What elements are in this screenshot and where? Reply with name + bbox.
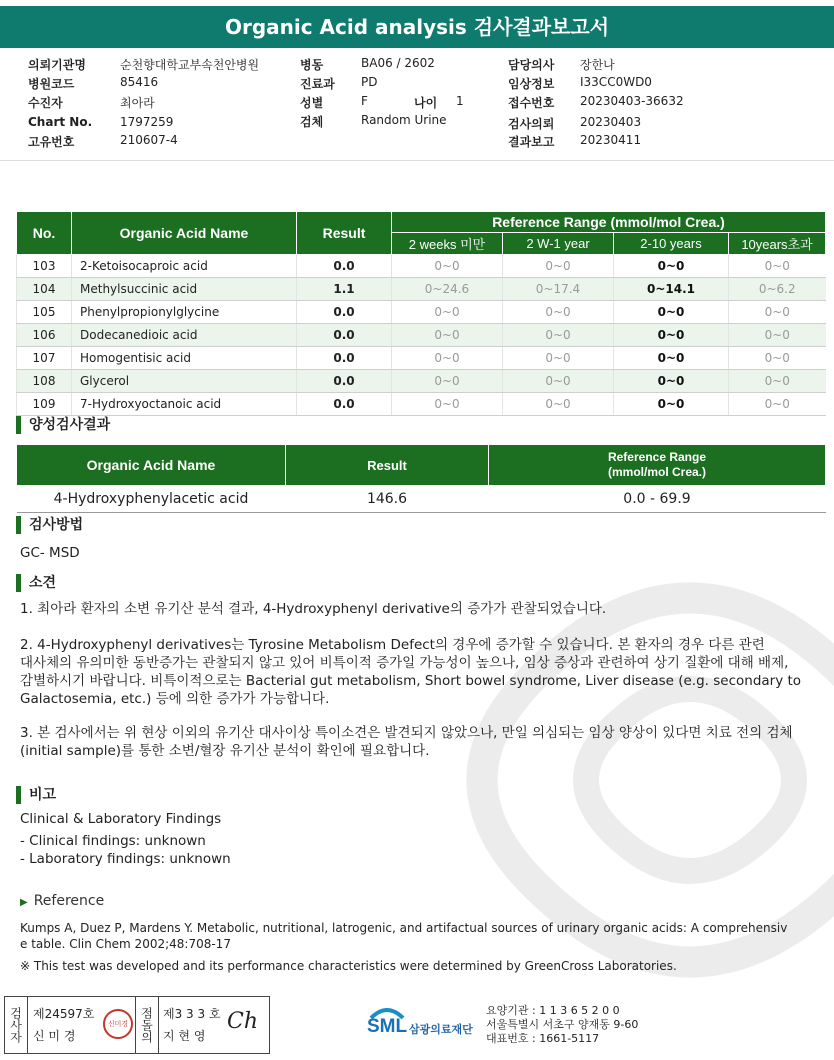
- cell-name: 2-Ketoisocaproic acid: [72, 255, 297, 278]
- info-value: PD: [361, 75, 378, 89]
- positive-table: [16, 444, 826, 513]
- info-value: I33CC0WD0: [580, 75, 652, 89]
- cell-name: 7-Hydroxyoctanoic acid: [72, 393, 297, 416]
- signature-label-2: 점돌의: [139, 1007, 154, 1043]
- col-result: Result: [297, 212, 392, 255]
- footer-line: 서울특별시 서초구 양재동 9-60: [486, 1018, 639, 1031]
- reference-line: e table. Clin Chem 2002;48:708-17: [20, 937, 231, 951]
- reference-heading: [20, 893, 104, 909]
- triangle-bullet-icon: ▶: [20, 897, 28, 908]
- cell-ref: 0~0: [614, 255, 729, 278]
- reference-title: Reference: [33, 893, 105, 909]
- info-label: 수진자: [28, 96, 63, 110]
- divider: [0, 160, 834, 161]
- table-row: [17, 324, 826, 347]
- signature-box: [4, 996, 270, 1054]
- cell-name: Dodecanedioic acid: [72, 324, 297, 347]
- info-label: 담당의사: [508, 58, 555, 72]
- signature-name-1: 신 미 경: [33, 1029, 76, 1043]
- cell-ref: 0~0: [614, 393, 729, 416]
- cell-name: Glycerol: [72, 370, 297, 393]
- cell-ref: 0~6.2: [729, 278, 826, 301]
- cell-result: 0.0: [297, 255, 392, 278]
- cell-result: 0.0: [297, 324, 392, 347]
- col-no: No.: [17, 212, 72, 255]
- cell-ref: 0~0: [503, 347, 614, 370]
- cell-ref: 0~0: [503, 370, 614, 393]
- reference-note: ※ This test was developed and its performance characteristics were determined by GreenCross Laboratories.: [20, 959, 677, 973]
- opinion-p2-line: 감별하시기 바랍니다. 비특이적으로는 Bacterial gut metabolism, Short bowel syndrome, Liver disease (e.g. secondary to: [20, 673, 802, 689]
- cell-ref: 0~17.4: [503, 278, 614, 301]
- opinion-p1: 1. 최아라 환자의 소변 유기산 분석 결과, 4-Hydroxyphenyl derivative의 증가가 관찰되었습니다.: [20, 601, 607, 617]
- footer-line: 대표번호 : 1661-5117: [486, 1032, 600, 1045]
- info-value: Random Urine: [361, 113, 447, 127]
- cell-no: 103: [17, 255, 72, 278]
- cell-no: 109: [17, 393, 72, 416]
- info-label: 검체: [300, 115, 324, 129]
- logo-sml-text: SML: [367, 1016, 408, 1037]
- cell-ref: 0~0: [729, 324, 826, 347]
- cell-no: 106: [17, 324, 72, 347]
- table-row: [17, 393, 826, 416]
- method-text: GC- MSD: [20, 545, 80, 561]
- sub-header: 2-10 years: [614, 233, 729, 255]
- sig-col: [135, 997, 159, 1053]
- table-row: [17, 255, 826, 278]
- cell-result: 1.1: [297, 278, 392, 301]
- info-value: 20230403: [580, 115, 642, 129]
- remarks-line: - Laboratory findings: unknown: [20, 851, 231, 867]
- info-label: 병동: [300, 58, 324, 72]
- organic-acid-table: [16, 211, 826, 416]
- info-label: 검사의뢰: [508, 117, 555, 131]
- cell-name: Homogentisic acid: [72, 347, 297, 370]
- pos-ref-line1: Reference Range: [607, 450, 707, 464]
- info-label: 진료과: [300, 77, 335, 91]
- cell-result: 0.0: [297, 347, 392, 370]
- sml-logo: [365, 1004, 481, 1044]
- opinion-p2-line: 대사체의 유의미한 동반증가는 관찰되지 않고 있어 비특이적 증가일 가능성이 높으나, 임상 증상과 관련하여 상기 질환에 대해 배제,: [20, 655, 789, 671]
- cell-ref: 0~0: [614, 301, 729, 324]
- pos-cell-name: 4-Hydroxyphenylacetic acid: [17, 486, 286, 513]
- opinion-p3-line: 3. 본 검사에서는 위 현상 이외의 유기산 대사이상 특이소견은 발견되지 않았으나, 만일 의심되는 임상 양상이 있다면 치료 전의 검체: [20, 725, 793, 741]
- cell-ref: 0~0: [729, 347, 826, 370]
- table-row: [17, 370, 826, 393]
- table-row: [17, 347, 826, 370]
- col-ref: Reference Range (mmol/mol Crea.): [392, 212, 826, 233]
- section-positive-title: 양성검사결과: [16, 416, 110, 434]
- sub-header: 2 W-1 year: [503, 233, 614, 255]
- cell-ref: 0~0: [614, 370, 729, 393]
- info-value: 85416: [120, 75, 159, 89]
- opinion-p2-line: 2. 4-Hydroxyphenyl derivatives는 Tyrosine Metabolism Defect의 경우에 증가할 수 있습니다. 본 환자의 경우 다른 관련: [20, 637, 765, 653]
- seal-stamp: 신미경: [103, 1009, 133, 1039]
- cell-no: 108: [17, 370, 72, 393]
- info-value: 210607-4: [120, 133, 178, 147]
- cell-ref: 0~14.1: [614, 278, 729, 301]
- signature-no-2: 제3 3 3 호: [163, 1007, 221, 1021]
- pos-ref-line2: (mmol/mol Crea.): [607, 465, 706, 479]
- report-title: Organic Acid analysis 검사결과보고서: [0, 6, 834, 48]
- info-label: 병원코드: [28, 77, 75, 91]
- remarks-line: Clinical & Laboratory Findings: [20, 811, 222, 827]
- info-label: Chart No.: [28, 115, 93, 129]
- info-value: F: [361, 94, 368, 108]
- cell-ref: 0~0: [392, 393, 503, 416]
- signature-name-2: 지 현 영: [163, 1029, 206, 1043]
- info-label: 의뢰기관명: [28, 58, 86, 72]
- table-row: [17, 278, 826, 301]
- cell-ref: 0~0: [614, 347, 729, 370]
- info-value: BA06 / 2602: [361, 56, 435, 70]
- cell-result: 0.0: [297, 301, 392, 324]
- footer-line: 요양기관 : 1 1 3 6 5 2 0 0: [486, 1004, 620, 1017]
- pos-col-ref: [489, 445, 826, 486]
- table-row: [17, 301, 826, 324]
- cell-ref: 0~24.6: [392, 278, 503, 301]
- sig-col: [5, 997, 28, 1053]
- info-label: 접수번호: [508, 96, 555, 110]
- cell-ref: 0~0: [503, 393, 614, 416]
- info-label: 고유번호: [28, 135, 75, 149]
- opinion-p2-line: Galactosemia, etc.) 등에 의한 증가가 가능합니다.: [20, 691, 330, 707]
- info-label: 성별: [300, 96, 324, 110]
- footer-info: [486, 1004, 638, 1046]
- cell-ref: 0~0: [392, 255, 503, 278]
- age-value: 1: [456, 94, 464, 108]
- cell-ref: 0~0: [392, 301, 503, 324]
- remarks-line: - Clinical findings: unknown: [20, 833, 206, 849]
- cell-result: 0.0: [297, 370, 392, 393]
- reference-line: Kumps A, Duez P, Mardens Y. Metabolic, nutritional, latrogenic, and artifactual sources of urinary organic acids: A comprehensiv: [20, 921, 788, 935]
- cell-ref: 0~0: [503, 301, 614, 324]
- signature-no-1: 제24597호: [33, 1007, 95, 1021]
- cell-ref: 0~0: [392, 347, 503, 370]
- info-value: 순천향대학교부속천안병원: [120, 58, 260, 72]
- info-label: 결과보고: [508, 135, 555, 149]
- pos-cell-ref: 0.0 - 69.9: [489, 486, 826, 513]
- cell-ref: 0~0: [729, 255, 826, 278]
- cell-ref: 0~0: [729, 301, 826, 324]
- cell-no: 105: [17, 301, 72, 324]
- cell-name: Methylsuccinic acid: [72, 278, 297, 301]
- pos-col-result: Result: [286, 445, 489, 486]
- cell-ref: 0~0: [503, 324, 614, 347]
- cell-ref: 0~0: [392, 324, 503, 347]
- signature-label-1: 검사자: [8, 1007, 23, 1043]
- section-method-title: 검사방법: [16, 516, 83, 534]
- sub-header: 2 weeks 미만: [392, 233, 503, 255]
- cell-ref: 0~0: [392, 370, 503, 393]
- opinion-p3-line: (initial sample)를 통한 소변/혈장 유기산 분석이 확인에 필요합니다.: [20, 743, 430, 759]
- section-opinion-title: 소견: [16, 574, 56, 592]
- section-remarks-title: 비고: [16, 786, 56, 804]
- age-label: 나이: [414, 96, 438, 110]
- info-value: 20230403-36632: [580, 94, 684, 108]
- info-value: 장한나: [580, 58, 615, 72]
- cell-result: 0.0: [297, 393, 392, 416]
- pos-col-name: Organic Acid Name: [17, 445, 286, 486]
- info-value: 최아라: [120, 96, 155, 110]
- cell-no: 104: [17, 278, 72, 301]
- cell-name: Phenylpropionylglycine: [72, 301, 297, 324]
- col-name: Organic Acid Name: [72, 212, 297, 255]
- cell-no: 107: [17, 347, 72, 370]
- table-row: [17, 486, 826, 513]
- info-label: 임상정보: [508, 77, 555, 91]
- cell-ref: 0~0: [614, 324, 729, 347]
- handwritten-signature: Ch: [227, 1009, 259, 1034]
- cell-ref: 0~0: [503, 255, 614, 278]
- cell-ref: 0~0: [729, 370, 826, 393]
- cell-ref: 0~0: [729, 393, 826, 416]
- info-value: 1797259: [120, 115, 174, 129]
- sub-header: 10years초과: [729, 233, 826, 255]
- info-value: 20230411: [580, 133, 642, 147]
- pos-cell-result: 146.6: [286, 486, 489, 513]
- logo-korean-text: 삼광의료재단: [409, 1023, 473, 1036]
